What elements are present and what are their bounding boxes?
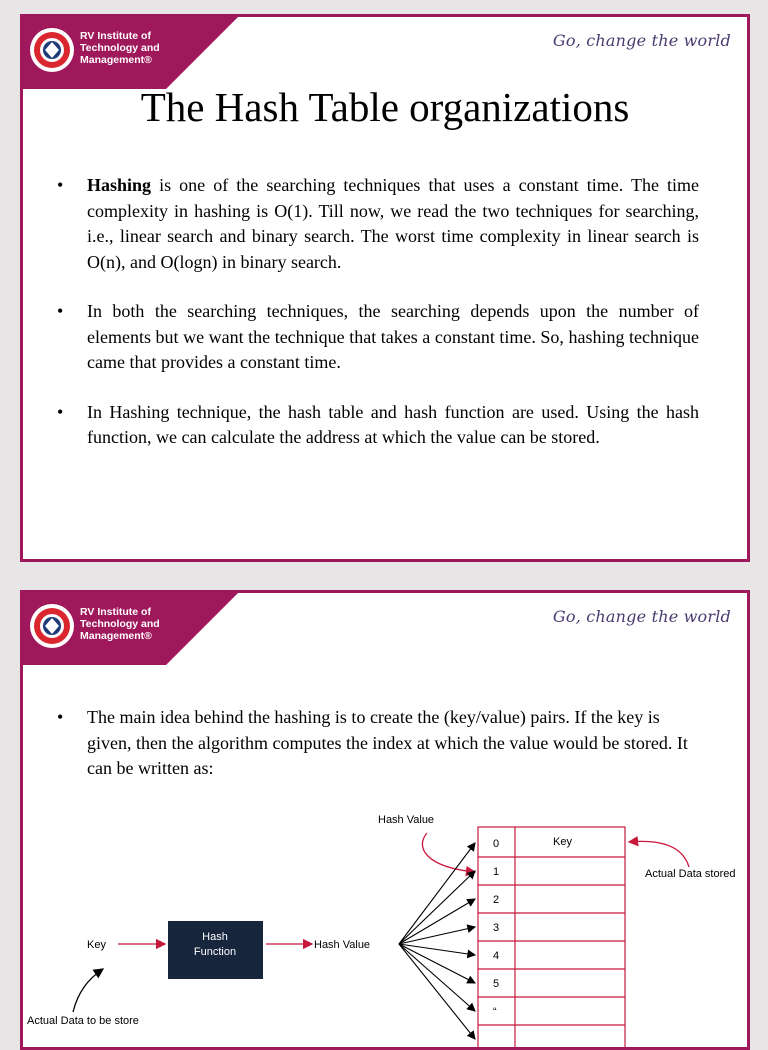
hash-value-pointer-arrow xyxy=(422,833,475,872)
data-stored-pointer-arrow xyxy=(629,841,689,867)
institute-logo xyxy=(29,603,75,649)
bullet-item xyxy=(57,400,699,451)
bullet-text: is one of the searching techniques that uses a constant time. The time complexity in hashing is O(1). Till now, we read the two techniques for searching, i.e., linear search and binary search. The worst time complexity in linear search is O(n), and O(logn) in binary search. xyxy=(87,175,699,272)
hash-function-line2: Function xyxy=(193,946,237,958)
table-index: “ xyxy=(493,1006,497,1018)
bullet-marker: • xyxy=(57,401,64,422)
bullet-bold-term: Hashing xyxy=(87,175,152,195)
bullet-item xyxy=(57,173,699,275)
table-index: 2 xyxy=(493,894,500,906)
bullet-item xyxy=(57,705,699,782)
table-index: 1 xyxy=(493,866,500,878)
hash-table xyxy=(478,827,625,1050)
hash-function-box xyxy=(168,921,263,979)
table-key-header: Key xyxy=(553,836,572,848)
bullet-marker: • xyxy=(57,175,64,195)
slide-title: The Hash Table organizations xyxy=(140,84,630,130)
bullet-text: The main idea behind the hashing is to create the (key/value) pairs. If the key is given, then the algorithm computes the index at which the value would be stored. It can be written as: xyxy=(87,707,688,778)
actual-data-to-store-label: Actual Data to be store xyxy=(27,1015,139,1027)
hash-function-line1: Hash xyxy=(202,931,228,943)
institute-logo xyxy=(29,27,75,73)
bullet-text: In both the searching techniques, the searching depends upon the number of elements but we want the technique that takes a constant time. So, hashing technique came that provides a constant time. xyxy=(87,301,699,372)
actual-data-stored-label: Actual Data stored xyxy=(645,868,736,880)
hashing-diagram xyxy=(23,807,750,1050)
fan-out-arrows xyxy=(399,843,475,1039)
table-index: 4 xyxy=(493,950,500,962)
institute-name: RV Institute of Technology and Management® xyxy=(80,30,160,66)
slide-2 xyxy=(20,590,750,1050)
key-left-label: Key xyxy=(87,939,106,951)
bullet-marker: • xyxy=(57,301,64,321)
tagline: Go, change the world xyxy=(552,31,731,50)
slide-1 xyxy=(20,14,750,562)
hash-value-top-label: Hash Value xyxy=(378,814,435,826)
institute-name: RV Institute of Technology and Management® xyxy=(80,606,160,642)
bullet-text: In Hashing technique, the hash table and hash function are used. Using the hash function, we can calculate the address at which the value can be stored. xyxy=(87,401,699,447)
bullet-list xyxy=(57,173,699,475)
tagline: Go, change the world xyxy=(552,607,731,626)
bullet-marker: • xyxy=(57,707,64,727)
bullet-item xyxy=(57,299,699,376)
table-index: 0 xyxy=(493,838,500,850)
data-to-key-arrow xyxy=(73,969,103,1012)
table-index: 3 xyxy=(493,922,500,934)
table-index: 5 xyxy=(493,978,500,990)
hash-value-mid-label: Hash Value xyxy=(314,939,371,951)
bullet-list xyxy=(57,705,699,806)
